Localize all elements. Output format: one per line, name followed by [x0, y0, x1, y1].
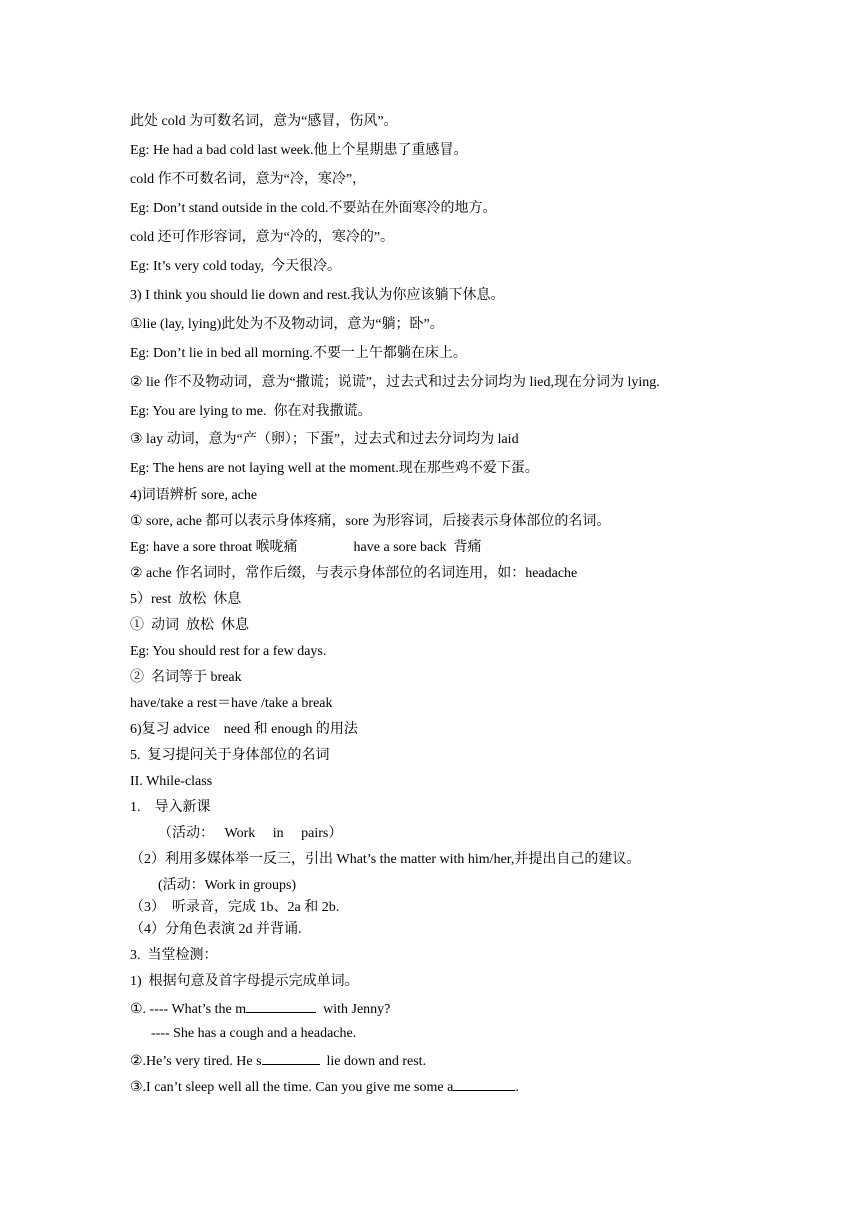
exercise-line [130, 1077, 519, 1097]
text-line: Eg: Don’t stand outside in the cold.不要站在外面寒冷的地方。 [130, 201, 497, 216]
text-line: ② lie 作不及物动词，意为“撒谎；说谎”，过去式和过去分词均为 lied,现在分词为 lying. [130, 375, 660, 390]
text-line: （活动： Work in pairs） [130, 826, 343, 841]
text-line: 5）rest 放松 休息 [130, 592, 242, 607]
text-line: （4）分角色表演 2d 并背诵. [130, 922, 302, 937]
text-line: Eg: have a sore throat 喉咙痛 have a sore back 背痛 [130, 540, 482, 555]
text-line: ① 动词 放松 休息 [130, 618, 249, 633]
text-line: ①lie (lay, lying)此处为不及物动词，意为“躺；卧”。 [130, 317, 444, 332]
text-line: cold 作不可数名词，意为“冷，寒冷”， [130, 172, 367, 187]
text-line: II. While-class [130, 774, 213, 789]
text-line: Eg: Don’t lie in bed all morning.不要一上午都躺在床上。 [130, 346, 467, 361]
text-line: (活动：Work in groups) [130, 878, 297, 893]
text-line: Eg: It’s very cold today, 今天很冷。 [130, 259, 342, 274]
text-line: 3) I think you should lie down and rest.我认为你应该躺下休息。 [130, 288, 505, 303]
text-line: （2）利用多媒体举一反三，引出 What’s the matter with him/her,并提出自己的建议。 [130, 852, 641, 867]
text-line: Eg: He had a bad cold last week.他上个星期患了重感冒。 [130, 143, 468, 158]
text-line: 1. 导入新课 [130, 800, 211, 815]
exercise-text: . [515, 1080, 519, 1095]
text-line: Eg: The hens are not laying well at the moment.现在那些鸡不爱下蛋。 [130, 461, 539, 476]
answer-blank [453, 1077, 515, 1091]
text-line: （3） 听录音，完成 1b、2a 和 2b. [130, 900, 340, 915]
exercise-line [130, 1051, 426, 1071]
exercise-text: ③.I can’t sleep well all the time. Can you give me some a [130, 1080, 454, 1095]
text-line: ② ache 作名词时，常作后缀，与表示身体部位的名词连用，如：headache [130, 566, 578, 581]
text-line: 4)词语辨析 sore, ache [130, 488, 258, 503]
exercise-line [130, 999, 390, 1019]
text-line: ① sore, ache 都可以表示身体疼痛，sore 为形容词，后接表示身体部位的名词。 [130, 514, 611, 529]
text-line: ③ lay 动词，意为“产（卵）；下蛋”，过去式和过去分词均为 laid [130, 432, 519, 447]
exercise-text: ---- She has a cough and a headache. [130, 1026, 357, 1041]
text-line: ② 名词等于 break [130, 670, 242, 685]
exercise-text: ①. ---- What’s the m [130, 1002, 247, 1017]
text-line: have/take a rest＝have /take a break [130, 696, 333, 711]
text-line: 1) 根据句意及首字母提示完成单词。 [130, 974, 359, 989]
answer-blank [262, 1051, 320, 1065]
exercise-text: with Jenny? [316, 1002, 391, 1017]
exercise-line [130, 1025, 356, 1043]
exercise-text: ②.He’s very tired. He s [130, 1054, 262, 1069]
text-line: 3. 当堂检测： [130, 948, 218, 963]
text-line: Eg: You should rest for a few days. [130, 644, 327, 659]
text-line: 此处 cold 为可数名词，意为“感冒，伤风”。 [130, 114, 398, 129]
text-line: cold 还可作形容词，意为“冷的，寒冷的”。 [130, 230, 395, 245]
text-line: 5. 复习提问关于身体部位的名词 [130, 748, 330, 763]
exercise-text: lie down and rest. [319, 1054, 427, 1069]
answer-blank [246, 999, 316, 1013]
text-line: 6)复习 advice need 和 enough 的用法 [130, 722, 358, 737]
text-line: Eg: You are lying to me. 你在对我撒谎。 [130, 404, 372, 419]
